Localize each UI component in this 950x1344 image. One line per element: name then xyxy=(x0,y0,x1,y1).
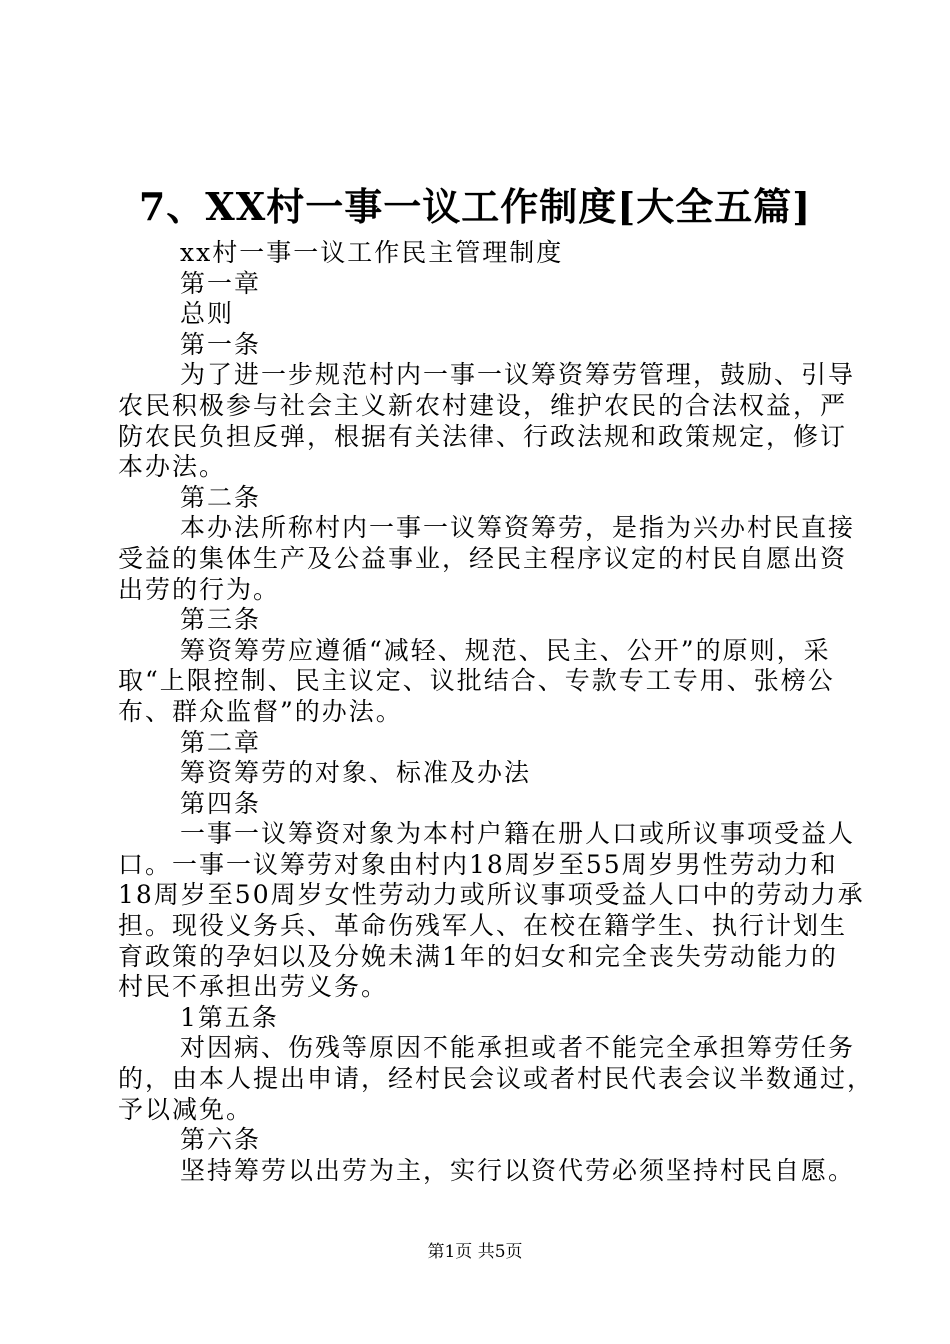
text-line: 第二条 xyxy=(180,482,262,512)
text-line: 筹资筹劳应遵循“减轻、规范、民主、公开”的原则，采 xyxy=(180,635,831,665)
document-body xyxy=(118,238,875,1186)
text-line: 布、群众监督”的办法。 xyxy=(118,696,403,726)
text-line: 第三条 xyxy=(180,605,262,635)
text-line: 受益的集体生产及公益事业，经民主程序议定的村民自愿出资 xyxy=(118,543,848,573)
text-line: 18周岁至50周岁女性劳动力或所议事项受益人口中的劳动力承 xyxy=(118,880,865,910)
page-footer: 第1页 共5页 xyxy=(427,1242,523,1262)
text-line: 担。现役义务兵、革命伤残军人、在校在籍学生、执行计划生 xyxy=(118,911,848,941)
text-line: 取“上限控制、民主议定、议批结合、专款专工专用、张榜公 xyxy=(118,666,835,696)
text-line: 第四条 xyxy=(180,788,262,818)
text-line: 口。一事一议筹劳对象由村内18周岁至55周岁男性劳动力和 xyxy=(118,849,838,879)
text-line: 总则 xyxy=(180,299,235,329)
text-line: 本办法。 xyxy=(118,452,227,482)
text-line: 本办法所称村内一事一议筹资筹劳，是指为兴办村民直接 xyxy=(180,513,856,543)
text-line: 一事一议筹资对象为本村户籍在册人口或所议事项受益人 xyxy=(180,819,856,849)
text-line: 农民积极参与社会主义新农村建设，维护农民的合法权益，严 xyxy=(118,390,848,420)
text-line: 为了进一步规范村内一事一议筹资筹劳管理，鼓励、引导 xyxy=(180,360,856,390)
text-line: 防农民负担反弹，根据有关法律、行政法规和政策规定，修订 xyxy=(118,421,848,451)
text-line: 村民不承担出劳义务。 xyxy=(118,972,389,1002)
text-line: 育政策的孕妇以及分娩未满1年的妇女和完全丧失劳动能力的 xyxy=(118,941,838,971)
text-line: 第二章 xyxy=(180,727,262,757)
text-line: 第六条 xyxy=(180,1125,262,1155)
text-line: 1第五条 xyxy=(180,1002,279,1032)
text-line: 筹资筹劳的对象、标准及办法 xyxy=(180,758,532,788)
text-line: xx村一事一议工作民主管理制度 xyxy=(180,238,564,267)
document-title: 7、XX村一事一议工作制度[大全五篇] xyxy=(138,184,812,229)
text-line: 第一章 xyxy=(180,268,262,298)
text-line: 第一条 xyxy=(180,329,262,359)
text-line: 的，由本人提出申请，经村民会议或者村民代表会议半数通过， xyxy=(118,1064,875,1094)
text-line: 坚持筹劳以出劳为主，实行以资代劳必须坚持村民自愿。 xyxy=(180,1155,856,1185)
text-line: 予以减免。 xyxy=(118,1094,254,1124)
text-line: 对因病、伤残等原因不能承担或者不能完全承担筹劳任务 xyxy=(180,1033,856,1063)
text-line: 出劳的行为。 xyxy=(118,574,281,604)
